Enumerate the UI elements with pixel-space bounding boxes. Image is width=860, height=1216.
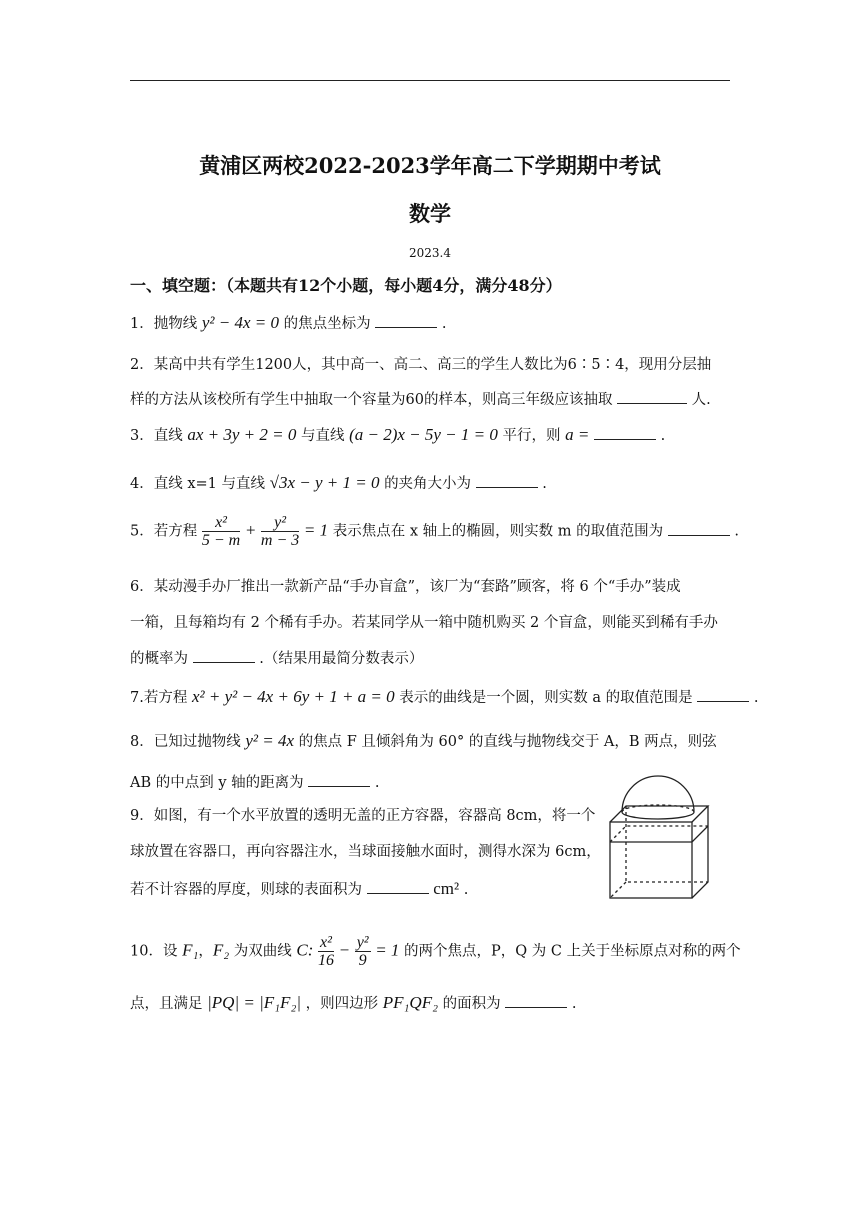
question-10-line-1: 10．设 F₁，F₂ 为双曲线 C: $\frac{\text{x²}}{16}$ − $\frac{\text{y²}}{9}$ = 1 的两个焦点，P，Q 为 C 上关于坐标原点对称的两个	[130, 934, 741, 969]
question-2-line-1: 2．某高中共有学生1200人，其中高一、高二、高三的学生人数比为6∶5∶4，现用分层抽	[130, 357, 712, 373]
question-9-line-1: 9．如图，有一个水平放置的透明无盖的正方容器，容器高 8cm，将一个	[130, 808, 596, 824]
question-2-line-2: 样的方法从该校所有学生中抽取一个容量为60的样本，则高三年级应该抽取 人.	[130, 392, 711, 408]
answer-blank[interactable]	[668, 523, 730, 536]
answer-blank[interactable]	[193, 650, 255, 663]
answer-blank[interactable]	[367, 881, 429, 894]
question-9-line-2: 球放置在容器口，再向容器注水，当球面接触水面时，测得水深为 6cm，	[130, 844, 601, 860]
question-4: 4．直线 x=1 与直线 √3x − y + 1 = 0 的夹角大小为 .	[130, 473, 547, 492]
q8-equation: y² = 4x	[245, 731, 295, 750]
answer-blank[interactable]	[697, 689, 749, 702]
question-6-line-3: 的概率为 .（结果用最简分数表示）	[130, 651, 424, 667]
header-rule	[130, 80, 730, 81]
q3-line-2: (a − 2)x − 5y − 1 = 0	[349, 425, 498, 444]
subject-title: 数学	[409, 201, 451, 226]
question-3: 3．直线 ax + 3y + 2 = 0 与直线 (a − 2)x − 5y − 1 = 0 平行，则 a = .	[130, 425, 666, 444]
question-6-line-1: 6．某动漫手办厂推出一款新产品“手办盲盒”，该厂为“套路”顾客，将 6 个“手办”装成	[130, 579, 681, 595]
cube-front-face	[610, 822, 692, 898]
sphere-container-figure	[604, 772, 712, 902]
question-10-line-2: 点，且满足 |PQ| = |F₁F₂| ，则四边形 PF₁QF₂ 的面积为 .	[130, 993, 577, 1012]
question-6-line-2: 一箱，且每箱均有 2 个稀有手办。若某同学从一箱中随机购买 2 个盲盒，则能买到稀有手办	[130, 615, 718, 631]
q10-fraction-1: $\frac{\text{x²}}{16}$	[317, 934, 334, 969]
question-9-line-3: 若不计容器的厚度，则球的表面积为 cm² .	[130, 879, 469, 898]
question-1: 1．抛物线 y² − 4x = 0 的焦点坐标为 .	[130, 313, 447, 332]
q4-equation: √3x − y + 1 = 0	[269, 473, 380, 492]
answer-blank[interactable]	[476, 475, 538, 488]
q10-fraction-2: $\frac{\text{y²}}{9}$	[356, 934, 369, 969]
q1-equation: y² − 4x = 0	[201, 313, 279, 332]
section-heading: 一、填空题：（本题共有12个小题，每小题4分，满分48分）	[130, 276, 562, 295]
q5-fraction-1: $\frac{\text{x²}}{5 - m}$	[201, 514, 241, 549]
answer-blank[interactable]	[505, 995, 567, 1008]
q5-fraction-2: $\frac{\text{y²}}{m - 3}$	[260, 514, 300, 549]
answer-blank[interactable]	[617, 391, 687, 404]
exam-title: 黄浦区两校2022-2023学年高二下学期期中考试	[199, 153, 661, 178]
answer-blank[interactable]	[308, 774, 370, 787]
q3-line-1: ax + 3y + 2 = 0	[187, 425, 297, 444]
question-8-line-1: 8．已知过抛物线 y² = 4x 的焦点 F 且倾斜角为 60° 的直线与抛物线交于 A，B 两点，则弦	[130, 731, 717, 750]
question-5: 5．若方程 $\frac{\text{x²}}{5 - m}$ + $\frac{\text{y²}}{m - 3}$ = 1 表示焦点在 x 轴上的椭圆，则实数 m 的取值范围为 .	[130, 514, 739, 549]
exam-date: 2023.4	[409, 246, 451, 260]
q7-equation: x² + y² − 4x + 6y + 1 + a = 0	[191, 687, 395, 706]
answer-blank[interactable]	[375, 315, 437, 328]
answer-blank[interactable]	[594, 427, 656, 440]
water-level-line	[610, 826, 708, 842]
question-8-line-2: AB 的中点到 y 轴的距离为 .	[130, 775, 380, 791]
question-7: 7.若方程 x² + y² − 4x + 6y + 1 + a = 0 表示的曲线是一个圆，则实数 a 的取值范围是 .	[130, 687, 759, 706]
sphere-equator	[622, 812, 694, 819]
